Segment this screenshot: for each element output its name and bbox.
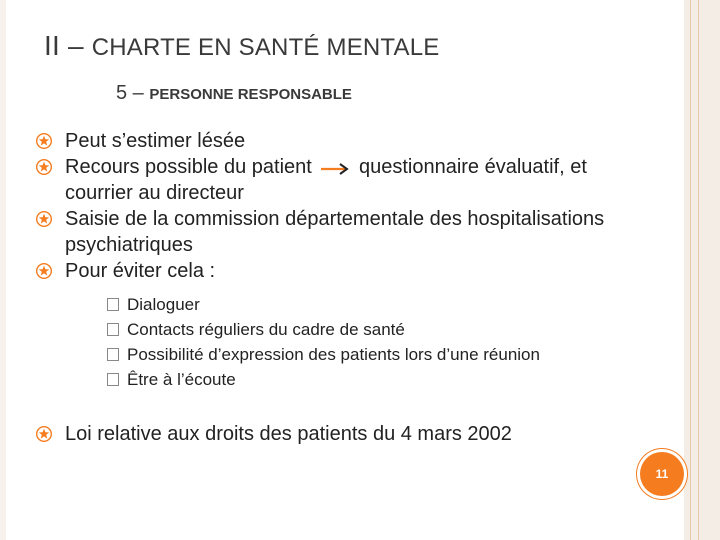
square-box-icon [107, 323, 119, 336]
bullet-item [36, 258, 656, 392]
title-number: II – [44, 30, 84, 61]
subtitle-text: PERSONNE RESPONSABLE [149, 86, 352, 103]
square-box-icon [107, 348, 119, 361]
star-bullet-icon [36, 133, 52, 149]
bullet-list [36, 128, 656, 392]
star-bullet-icon [36, 159, 52, 175]
left-frame-edge [0, 0, 6, 540]
bullet-text: Pour éviter cela : [65, 260, 216, 282]
sub-bullet-text: Être à l’écoute [127, 370, 236, 389]
star-bullet-icon [36, 211, 52, 227]
bullet-text: Recours possible du patient [65, 156, 312, 178]
sub-bullet-item [107, 317, 656, 342]
sub-bullet-item [107, 367, 656, 392]
bullet-text: Saisie de la commission départementale des hospitalisations psychiatriques [65, 208, 605, 256]
star-bullet-icon [36, 426, 52, 442]
right-frame-panel [684, 0, 720, 540]
bullet-text: questionnaire évaluatif, et courrier au directeur [65, 156, 587, 204]
frame-line [698, 0, 699, 540]
sub-bullet-item [107, 342, 656, 367]
sub-bullet-text: Possibilité d’expression des patients lors d’une réunion [127, 345, 540, 364]
sub-bullet-text: Contacts réguliers du cadre de santé [127, 320, 405, 339]
square-box-icon [107, 298, 119, 311]
sub-bullet-item [107, 292, 656, 317]
bullet-text: Loi relative aux droits des patients du 4 mars 2002 [65, 423, 512, 445]
right-arrow-icon [317, 160, 353, 176]
bullet-text: Peut s’estimer lésée [65, 130, 246, 152]
slide-subtitle [116, 82, 352, 105]
title-text: CHARTE EN SANTÉ MENTALE [91, 34, 440, 61]
sub-bullet-list [65, 292, 656, 392]
frame-line [690, 0, 691, 540]
sub-bullet-text: Dialoguer [127, 295, 200, 314]
bullet-item-law [36, 421, 705, 447]
bullet-item [36, 154, 656, 206]
page-number-badge: 11 [640, 452, 684, 496]
subtitle-number: 5 – [116, 82, 144, 104]
slide-title [44, 30, 439, 62]
bullet-item [36, 128, 656, 154]
star-bullet-icon [36, 263, 52, 279]
square-box-icon [107, 373, 119, 386]
bullet-item [36, 206, 656, 258]
